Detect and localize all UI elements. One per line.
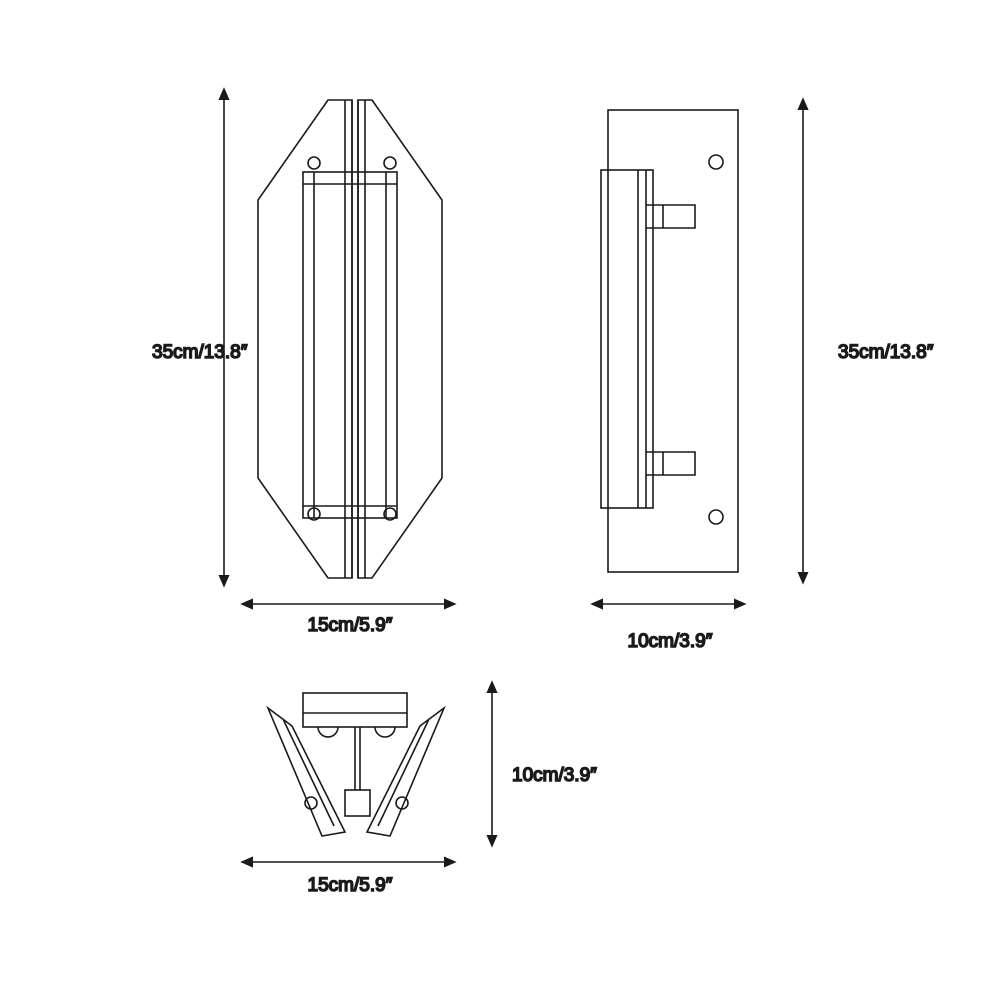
front-width-label: 15cm/5.9″ [307,615,393,636]
top-width-label: 15cm/5.9″ [307,875,393,896]
side-view-geometry [601,110,738,572]
front-view-geometry [258,100,442,578]
side-width-label: 10cm/3.9″ [627,631,713,652]
top-view-geometry [268,693,444,836]
front-height-label: 35cm/13.8″ [152,342,248,363]
side-height-label: 35cm/13.8″ [838,342,934,363]
top-depth-label: 10cm/3.9″ [512,765,597,786]
